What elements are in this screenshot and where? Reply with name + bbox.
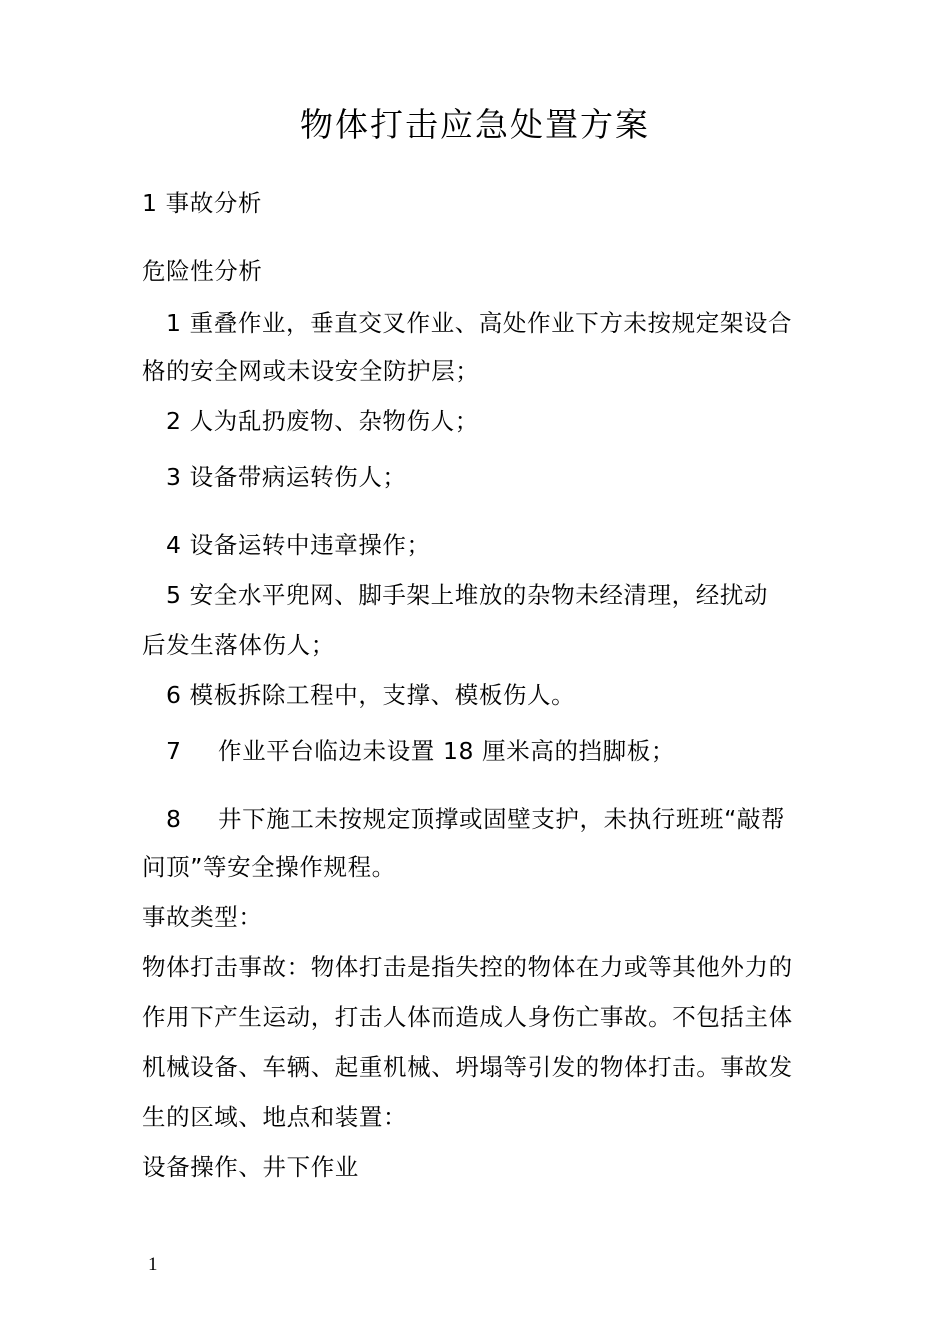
hazard-item-1-cont: 格的安全网或未设安全防护层；: [142, 357, 480, 385]
subsection-heading: 危险性分析: [142, 257, 263, 285]
subsection-heading-type: 事故类型：: [142, 903, 263, 931]
location-text: 设备操作、井下作业: [142, 1153, 359, 1181]
paragraph-line: 作用下产生运动，打击人体而造成人身伤亡事故。不包括主体: [142, 1003, 793, 1031]
hazard-item-8: 井下施工未按规定顶撑或固壁支护，未执行班班“敲帮: [218, 805, 786, 833]
hazard-item-1: 1 重叠作业，垂直交叉作业、高处作业下方未按规定架设合: [166, 309, 793, 337]
hazard-item-3: 3 设备带病运转伤人；: [166, 463, 407, 491]
document-title: 物体打击应急处置方案: [300, 105, 650, 144]
page-number: 1: [148, 1254, 158, 1275]
section-heading: 1 事故分析: [142, 189, 263, 217]
hazard-item-8-number: 8: [166, 805, 182, 833]
paragraph-line: 机械设备、车辆、起重机械、坍塌等引发的物体打击。事故发: [142, 1053, 793, 1081]
hazard-item-5-cont: 后发生落体伤人；: [142, 631, 335, 659]
hazard-item-5: 5 安全水平兜网、脚手架上堆放的杂物未经清理，经扰动: [166, 581, 769, 609]
hazard-item-4: 4 设备运转中违章操作；: [166, 531, 431, 559]
hazard-item-7-number: 7: [166, 737, 182, 765]
hazard-item-6: 6 模板拆除工程中，支撑、模板伤人。: [166, 681, 576, 709]
paragraph-line: 物体打击事故：物体打击是指失控的物体在力或等其他外力的: [142, 953, 793, 981]
hazard-item-8-cont: 问顶”等安全操作规程。: [142, 853, 396, 881]
hazard-item-7: 作业平台临边未设置 18 厘米高的挡脚板；: [218, 737, 675, 765]
paragraph-line: 生的区域、地点和装置：: [142, 1103, 408, 1131]
hazard-item-2: 2 人为乱扔废物、杂物伤人；: [166, 407, 479, 435]
